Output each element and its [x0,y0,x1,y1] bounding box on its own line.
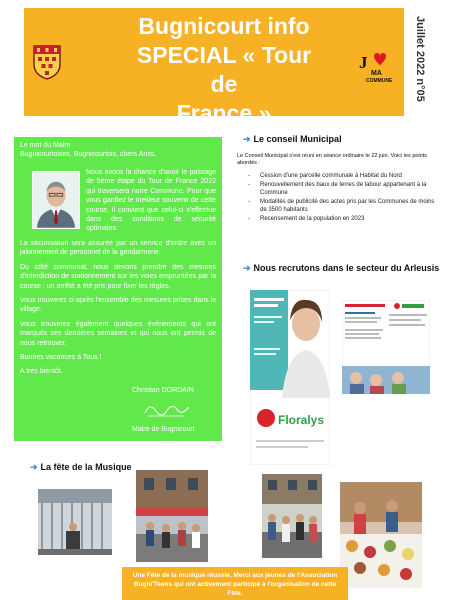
masthead [24,8,404,126]
list-item: - Recensement de la population en 2023 [248,215,436,223]
arrow-right-icon: ➔ [30,462,38,472]
list-item: - Renouvellement des baux de terres de labour appartenant à la Commune [248,181,436,197]
fete-photo-street [136,470,208,562]
fete-heading: ➔ La fête de la Musique [30,462,132,472]
fete-photo-buffet [340,482,422,588]
editorial-greeting: Le mot du Maire Bugnicourtoises, Bugnicourtois, chers Amis, [20,142,157,159]
svg-text:COMMUNE: COMMUNE [366,78,393,84]
list-item: - Modalités de publicité des actes pris par les Communes de moins de 3500 habitants [248,198,436,214]
arrow-right-icon: ➔ [243,263,251,273]
svg-text:J: J [359,53,368,72]
title-line-3: France » [176,100,272,126]
recruit-heading: ➔ Nous recrutons dans le secteur du Arleusis [243,263,440,273]
council-intro: Le Conseil Municipal s'est réuni en séance ordinaire le 22 juin. Voici les points abordés : [237,153,427,166]
mayor-title: Maire de Bugnicourt [132,426,195,433]
svg-text:MA: MA [371,70,382,77]
recruitment-brochure [342,300,430,394]
svg-text:Floralys: Floralys [278,413,325,427]
fete-caption: Une Fête de la musique réussie. Merci aux jeunes de l'Association Bugni'Teens qui ont activement participé à l'organisation de cette Fête. [122,567,348,600]
editorial-body: La sécurisation sera assurée par un service d'ordre avec un jalonnement de personnel de la gendarmerie. Du côté communal, nous devons prendre des mesures d'interdiction de stationnement sur les voies empruntées par la course ; un arrêté a été pris pour fixer les règles. Vous trouverez ci-après l'ensemble des mesures prises dans le village. Vous trouverez également quelques évènements qui ont marqués ces dernières semaines et qui nous ont permis de nous retrouver. Bonnes vacances à Tous ! A très bientôt. [20,240,216,376]
council-agenda-list [248,172,436,224]
fete-photo-crowd [262,474,322,558]
coat-of-arms-logo [32,44,62,80]
editorial-intro: Nous avons la chance d'avoir le passage de 5ème étape du Tour de France 2022 qui traversera notre Commune. Pour que vous gardiez le meilleur souvenir de cette course, il convient que celui-ci s'effectue dans des conditions de sécurité optimales. [86,169,216,233]
mayor-name: Christian DORDAIN [132,387,194,394]
recruitment-flyer [250,290,330,465]
mayor-editorial [14,137,222,441]
fete-photo-stage [38,489,112,555]
council-heading: ➔ Le conseil Municipal [243,134,342,144]
list-item: - Cession d'une parcelle communale à Habitat du Nord [248,172,436,180]
jaime-ma-commune-logo [358,50,398,84]
arrow-right-icon: ➔ [243,134,251,144]
mayor-signature [142,399,192,419]
masthead-title [124,12,324,128]
title-line-1: Bugnicourt info [138,13,310,39]
issue-label: Juillet 2022 n°05 [414,16,426,102]
issue-date [406,16,432,126]
mayor-portrait-photo [32,171,80,229]
title-line-2: SPECIAL « Tour de [136,42,312,97]
